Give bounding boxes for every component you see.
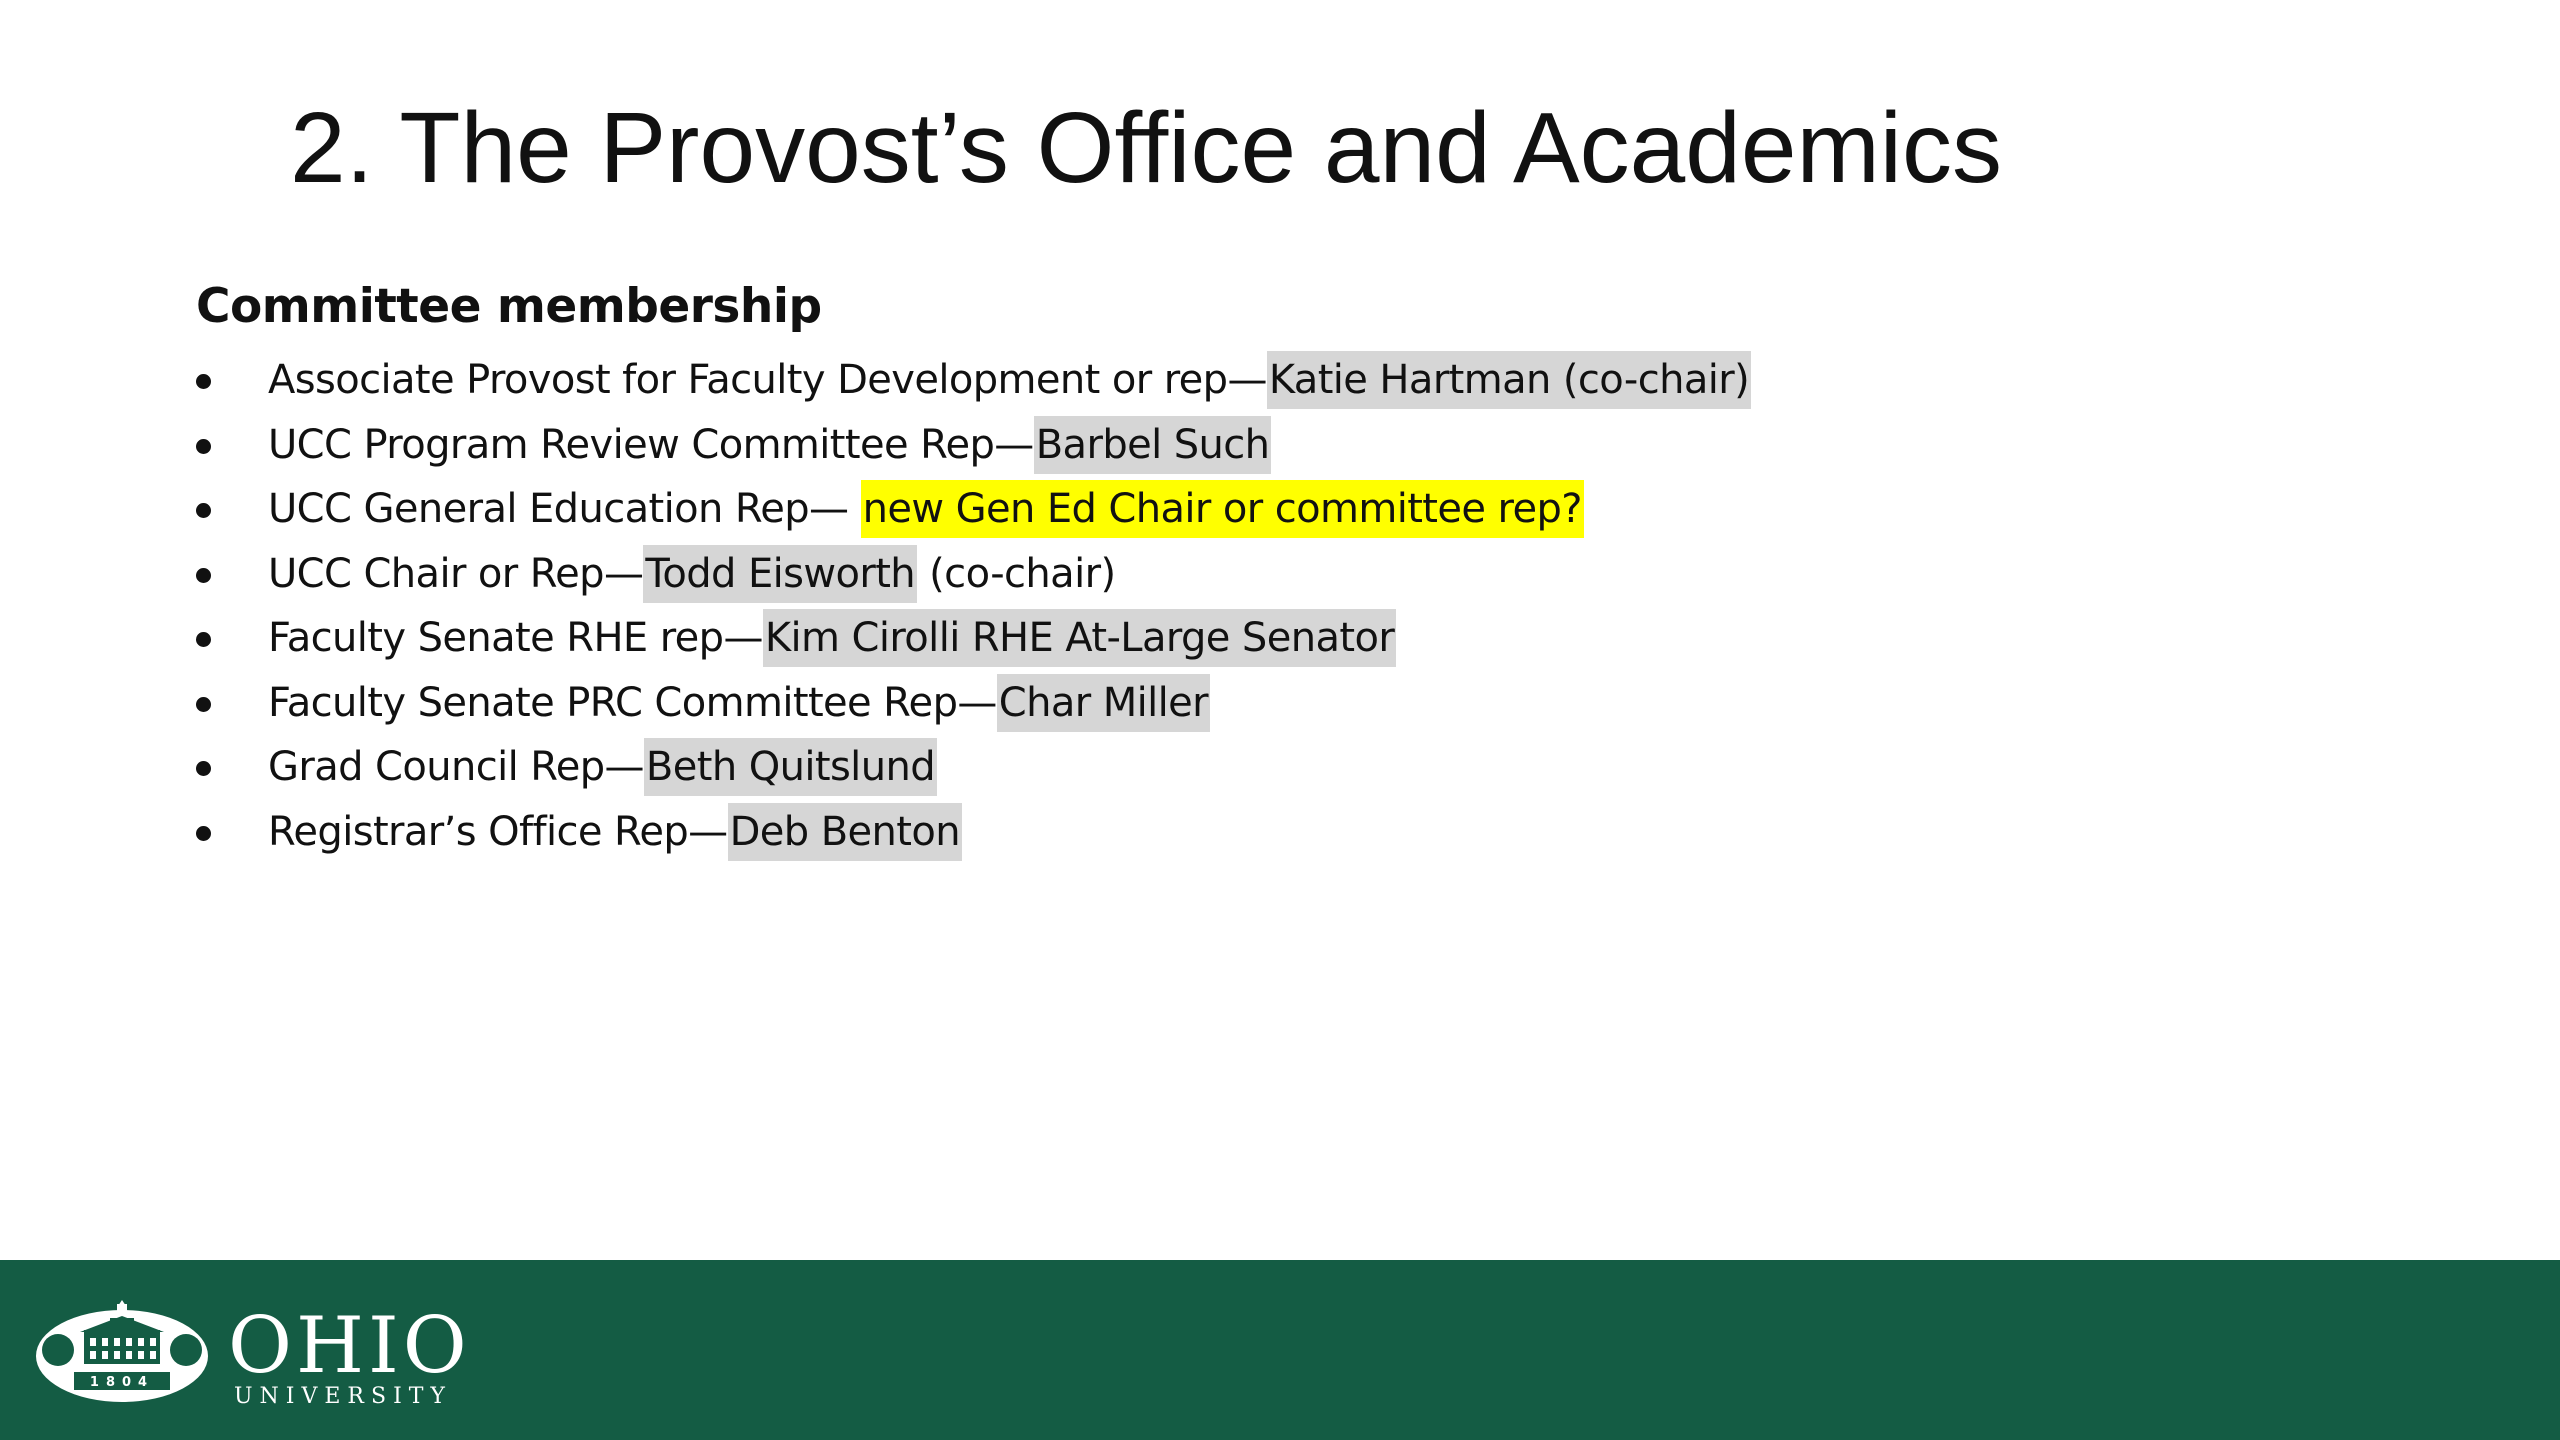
member-role: Faculty Senate RHE rep—	[268, 615, 763, 661]
bullet-icon	[196, 503, 211, 518]
bullet-icon	[196, 826, 211, 841]
member-role: Associate Provost for Faculty Development or rep—	[268, 357, 1267, 403]
bullet-icon	[196, 568, 211, 583]
member-name: Deb Benton	[728, 803, 962, 861]
committee-member-list	[196, 348, 2396, 864]
member-role: UCC Program Review Committee Rep—	[268, 421, 1034, 468]
bullet-icon	[196, 697, 211, 712]
member-item	[196, 542, 2396, 607]
section-heading: Committee membership	[196, 279, 822, 334]
slide-title: 2. The Provost’s Office and Academics	[290, 92, 2003, 204]
member-item	[196, 606, 2396, 671]
bullet-icon	[196, 374, 211, 389]
bullet-icon	[196, 761, 211, 776]
university-building-seal-icon	[22, 1300, 222, 1408]
member-item	[196, 348, 2396, 413]
member-name-open-seat: new Gen Ed Chair or committee rep?	[861, 480, 1584, 538]
member-role: Grad Council Rep—	[268, 744, 644, 790]
member-name: Barbel Such	[1034, 416, 1272, 474]
member-item	[196, 735, 2396, 800]
bullet-icon	[196, 632, 211, 647]
member-name: Kim Cirolli RHE At-Large Senator	[763, 609, 1396, 667]
member-name: Todd Eisworth	[643, 545, 917, 603]
member-role: UCC Chair or Rep—	[268, 550, 644, 597]
logo-year: 1804	[89, 1375, 155, 1390]
member-role: Registrar’s Office Rep—	[268, 808, 728, 855]
member-name: Beth Quitslund	[644, 738, 937, 796]
member-item	[196, 671, 2396, 736]
member-item	[196, 800, 2396, 865]
member-suffix: (co-chair)	[917, 550, 1116, 597]
member-name: Char Miller	[997, 674, 1210, 732]
brand-wordmark: OHIO	[228, 1301, 471, 1391]
member-item	[196, 477, 2396, 542]
footer-bar	[0, 1260, 2560, 1440]
member-role: Faculty Senate PRC Committee Rep—	[268, 679, 997, 726]
bullet-icon	[196, 439, 211, 454]
slide-content	[196, 272, 2396, 864]
member-name: Katie Hartman (co-chair)	[1267, 351, 1751, 409]
member-role: UCC General Education Rep—	[268, 486, 861, 532]
brand-subtitle: UNIVERSITY	[234, 1384, 452, 1409]
member-item	[196, 413, 2396, 478]
